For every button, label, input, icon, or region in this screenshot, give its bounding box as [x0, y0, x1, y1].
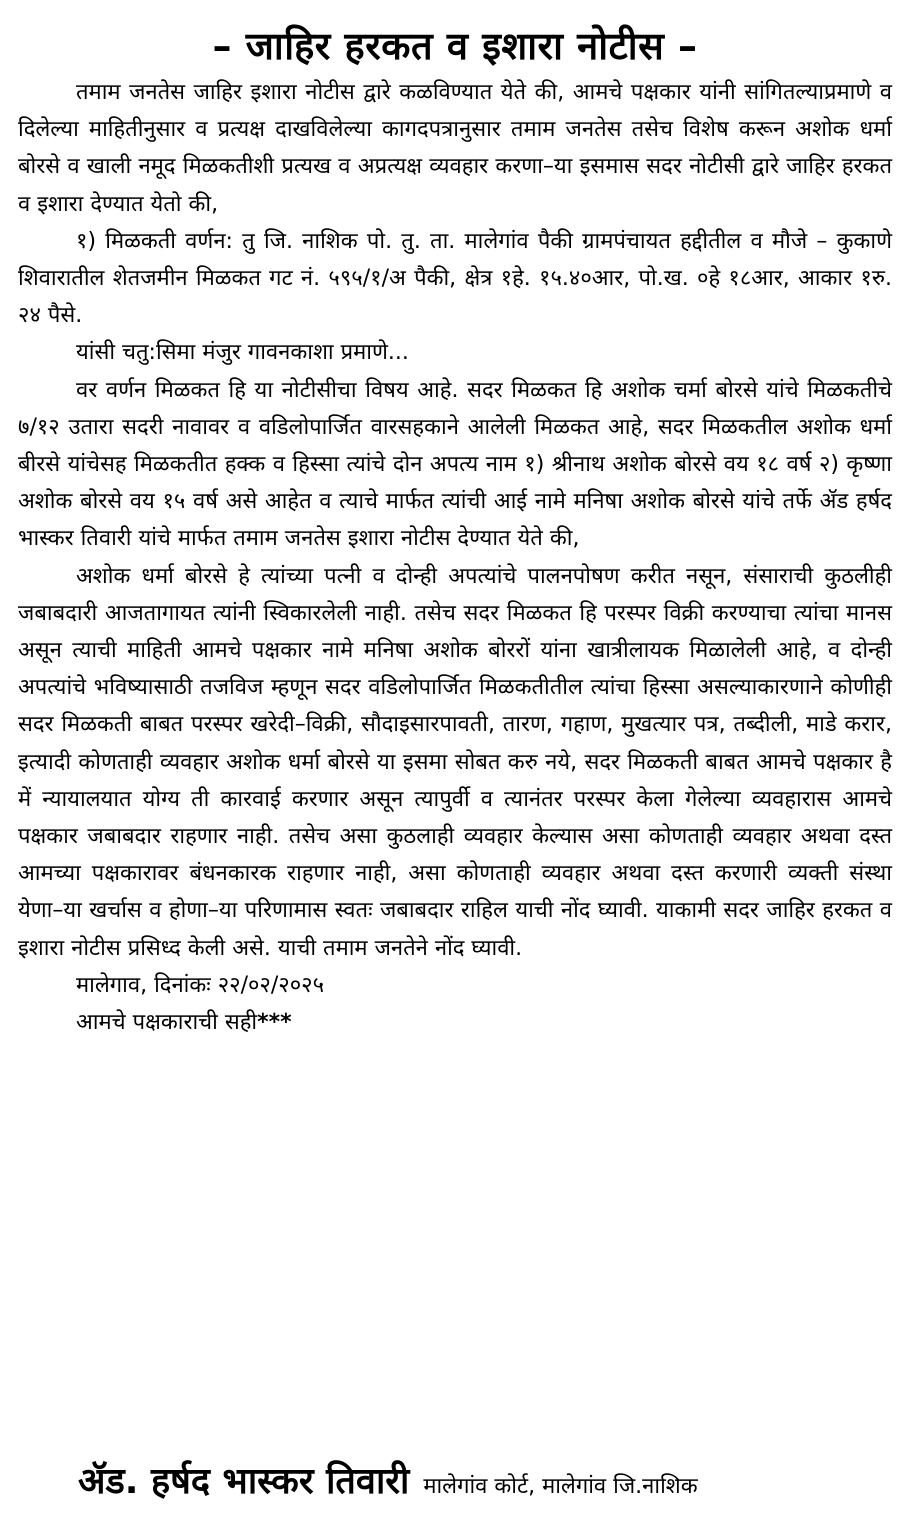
client-signature-line — [18, 1004, 892, 1041]
intro-paragraph: तमाम जनतेस जाहिर इशारा नोटीस द्वारे कळविण्यात येते की, आमचे पक्षकार यांनी सांगितल्याप्रमाणे व दिलेल्या माहितीनुसार व प्रत्यक्ष दाखविलेल्या कागदपत्रानुसार तमाम जनतेस तसेच विशेष करून अशोक धर्मा बोरसे व खाली नमूद मिळकतीशी प्रत्यख व अप्रत्यक्ष व्यवहार करणा–या इसमास सदर नोटीसी द्वारे जाहिर हरकत व इशारा देण्यात येतो की, — [18, 80, 892, 217]
advocate-name: ॲड. हर्षद भास्कर तिवारी — [78, 1461, 410, 1502]
client-signature-label: आमचे पक्षकाराची सही — [76, 1010, 258, 1036]
property-description: १) मिळकती वर्णन: तु जि. नाशिक पो. तु. ता. मालेगांव पैकी ग्रामपंचायत हद्दीतील व मौजे – कुकाणे शिवारातील शेतजमीन मिळकत गट नं. ५९५/१/अ पैकी, क्षेत्र १हे. १५.४०आर, पो.ख. ०हे १८आर, आकार १रु. २४ पैसे. — [18, 228, 892, 329]
advocate-signature — [78, 1452, 892, 1512]
boundaries-line: यांसी चतु:सिमा मंजुर गावनकाशा प्रमाणे... — [76, 340, 409, 366]
place-date: मालेगाव, दिनांकः २२/०२/२०२५ — [76, 972, 325, 998]
notice-body — [18, 74, 892, 1041]
signature-stars: *** — [257, 1010, 292, 1036]
warning-paragraph: अशोक धर्मा बोरसे हे त्यांच्या पत्नी व दोन्ही अपत्यांचे पालनपोषण करीत नसून, संसाराची कुठलीही जबाबदारी आजतागायत त्यांनी स्विकारलेली नाही. तसेच सदर मिळकत हि परस्पर विक्री करण्याचा त्यांचा मानस असून त्याची माहिती आमचे पक्षकार नामे मनिषा अशोक बोररों यांना खात्रीलायक मिळालेली आहे, व दोन्ही अपत्यांचे भविष्यासाठी तजविज म्हणून सदर वडिलोपार्जित मिळकतीतील त्यांचा हिस्सा असल्याकारणाने कोणीही सदर मिळकती बाबत परस्पर खरेदी–विक्री, सौदाइसारपावती, तारण, गहाण, मुखत्यार पत्र, तब्दीली, माडे करार, इत्यादी कोणताही व्यवहार अशोक धर्मा बोरसे या इसमा सोबत करु नये, सदर मिळकती बाबत आमचे पक्षकार है में न्यायालयात योग्य ती कारवाई करणार असून त्यापुर्वी व त्यानंतर परस्पर केला गेलेल्या व्यवहारास आमचे पक्षकार जबाबदार राहणार नाही. तसेच असा कुठलाही व्यवहार केल्यास असा कोणताही व्यवहार अथवा दस्त आमच्या पक्षकारावर बंधनकारक राहणार नाही, असा कोणताही व्यवहार अथवा दस्त करणारी व्यक्ती संस्था येणा–या खर्चास व होणा–या परिणामास स्वतः जबाबदार राहिल याची नोंद घ्यावी. याकामी सदर जाहिर हरकत व इशारा नोटीस प्रसिध्द केली असे. याची तमाम जनतेने नोंद घ्यावी. — [18, 563, 892, 961]
subject-paragraph: वर वर्णन मिळकत हि या नोटीसीचा विषय आहे. सदर मिळकत हि अशोक चर्मा बोरसे यांचे मिळकतीचे ७/१२ उतारा सदरी नावावर व वडिलोपार्जित वारसहकाने आलेली मिळकत आहे, सदर मिळकतील अशोक धर्मा बीरसे यांचेसह मिळकतीत हक्क व हिस्सा त्यांचे दोन अपत्य नाम १) श्रीनाथ अशोक बोरसे वय १८ वर्ष २) कृष्णा अशोक बोरसे वय १५ वर्ष असे आहेत व त्याचे मार्फत त्यांची आई नामे मनिषा अशोक बोरसे यांचे तर्फे ॲड हर्षद भास्कर तिवारी यांचे मार्फत तमाम जनतेस इशारा नोटीस देण्यात येते की, — [18, 377, 892, 552]
notice-title: – जाहिर हरकत व इशारा नोटीस – — [212, 24, 698, 68]
advocate-address: मालेगांव कोर्ट, मालेगांव जि.नाशिक — [423, 1474, 698, 1499]
